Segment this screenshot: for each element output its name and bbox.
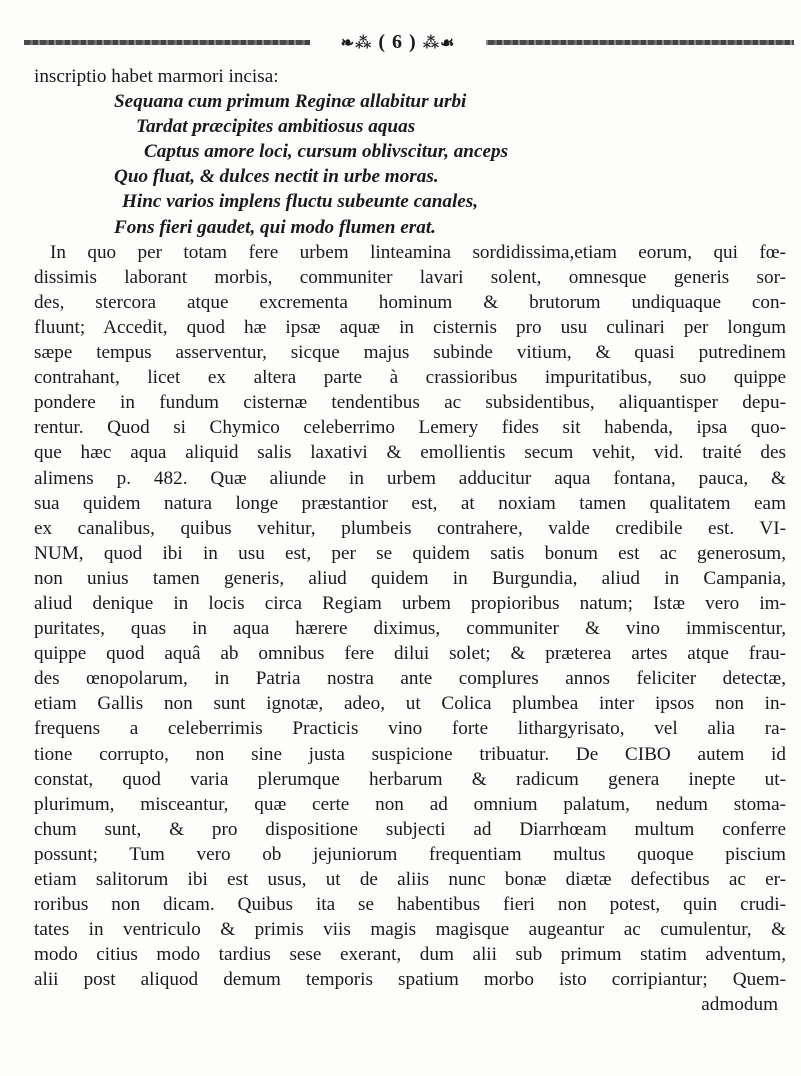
paragraph-line: frequens a celeberrimis Practicis vino forte lithargyrisato, vel alia ra- xyxy=(34,718,786,740)
paragraph-line: roribus non dicam. Quibus ita se habentibus fieri non potest, quin crudi- xyxy=(34,894,786,916)
paragraph-line: des, stercora atque excrementa hominum & brutorum undiquaque con- xyxy=(34,291,786,313)
verse-line: Quo fluat, & dulces nectit in urbe moras. xyxy=(114,166,439,188)
paragraph-line: alii post aliquod demum temporis spatium morbo isto corripiantur; Quem- xyxy=(34,969,786,991)
paragraph-line: quippe quod aquâ ab omnibus fere dilui solet; & præterea artes atque frau- xyxy=(34,643,786,665)
paragraph-line: puritates, quas in aqua hærere diximus, communiter & vino immiscentur, xyxy=(34,618,786,640)
paragraph-line: chum sunt, & pro dispositione subjecti ad Diarrhœam multum conferre xyxy=(34,818,786,840)
paragraph-line: etiam salitorum ibi est usus, ut de aliis nunc bonæ diætæ defectibus ac er- xyxy=(34,869,786,890)
paragraph-line: rentur. Quod si Chymico celeberrimo Lemery fides sit habenda, ipsa quo- xyxy=(34,417,786,439)
paragraph-line: ex canalibus, quibus vehitur, plumbeis contrahere, valde credibile est. VI- xyxy=(34,517,786,539)
paragraph-line: plurimum, misceantur, quæ certe non ad omnium palatum, nedum stoma- xyxy=(34,793,786,815)
page-number xyxy=(310,28,486,56)
paragraph-line: sua quidem natura longe præstantior est, at noxiam tamen qualitatem eam xyxy=(34,492,786,514)
paragraph-line: In quo per totam fere urbem linteamina sordidissima,etiam eorum, qui fœ- xyxy=(50,241,786,263)
paragraph-line: aliud denique in locis circa Regiam urbem propioribus natum; Istæ vero im- xyxy=(34,592,786,614)
paragraph-line: tione corrupto, non sine justa suspicione tribuatur. De CIBO autem id xyxy=(34,743,786,765)
verse-line: Captus amore loci, cursum oblivscitur, anceps xyxy=(144,141,509,163)
paragraph-line: tates in ventriculo & primis viis magis magisque augeantur ac cumulentur, & xyxy=(34,919,786,941)
paragraph-line: pondere in fundum cisternæ tendentibus ac subsidentibus, aliquantisper depu- xyxy=(34,392,786,414)
header-ornament-left: ❧⁂ xyxy=(340,35,373,52)
paragraph-line: des œnopolarum, in Patria nostra ante complures annos feliciter detectæ, xyxy=(34,668,786,690)
paragraph-line: etiam Gallis non sunt ignotæ, adeo, ut Colica plumbea inter ipsos non in- xyxy=(34,693,786,715)
verse-line: Sequana cum primum Reginæ allabitur urbi xyxy=(114,91,467,113)
paragraph-line: dissimis laborant morbis, communiter lavari solent, omnesque generis sor- xyxy=(34,266,786,288)
verse-line: Hinc varios implens fluctu subeunte canales, xyxy=(122,191,479,213)
page-number-text: ( 6 ) xyxy=(378,31,417,53)
body-text xyxy=(34,64,786,1018)
verse-line: Tardat præcipites ambitiosus aquas xyxy=(136,116,416,138)
catchword: admodum xyxy=(701,994,778,1016)
paragraph-line: contrahant, licet ex altera parte à crassioribus impuritatibus, suo quippe xyxy=(34,367,786,389)
paragraph-line: alimens p. 482. Quæ aliunde in urbem adducitur aqua fontana, pauca, & xyxy=(34,467,786,489)
header-ornament-right: ⁂☙ xyxy=(422,35,456,52)
paragraph-line: fluunt; Accedit, quod hæ ipsæ aquæ in cisternis pro usu culinari per longum xyxy=(34,316,786,338)
text-line: inscriptio habet marmori incisa: xyxy=(34,66,279,87)
paragraph-line: sæpe tempus asserventur, sicque majus subinde vitium, & quasi putredinem xyxy=(34,342,786,364)
paragraph-line: constat, quod varia plerumque herbarum & radicum genera inepte ut- xyxy=(34,768,786,790)
paragraph-line: que hæc aqua aliquid salis laxativi & emollientis secum vehit, vid. traité des xyxy=(34,442,786,464)
paragraph-line: possunt; Tum vero ob jejuniorum frequentiam multus quoque piscium xyxy=(34,843,786,865)
paragraph-line: non unius tamen generis, aliud quidem in Burgundia, aliud in Campania, xyxy=(34,567,786,589)
paragraph-line: modo citius modo tardius sese exerant, dum alii sub primum statim adventum, xyxy=(34,944,786,966)
paragraph-line: NUM, quod ibi in usu est, per se quidem satis bonum est ac generosum, xyxy=(34,542,786,564)
verse-line: Fons fieri gaudet, qui modo flumen erat. xyxy=(114,216,436,238)
